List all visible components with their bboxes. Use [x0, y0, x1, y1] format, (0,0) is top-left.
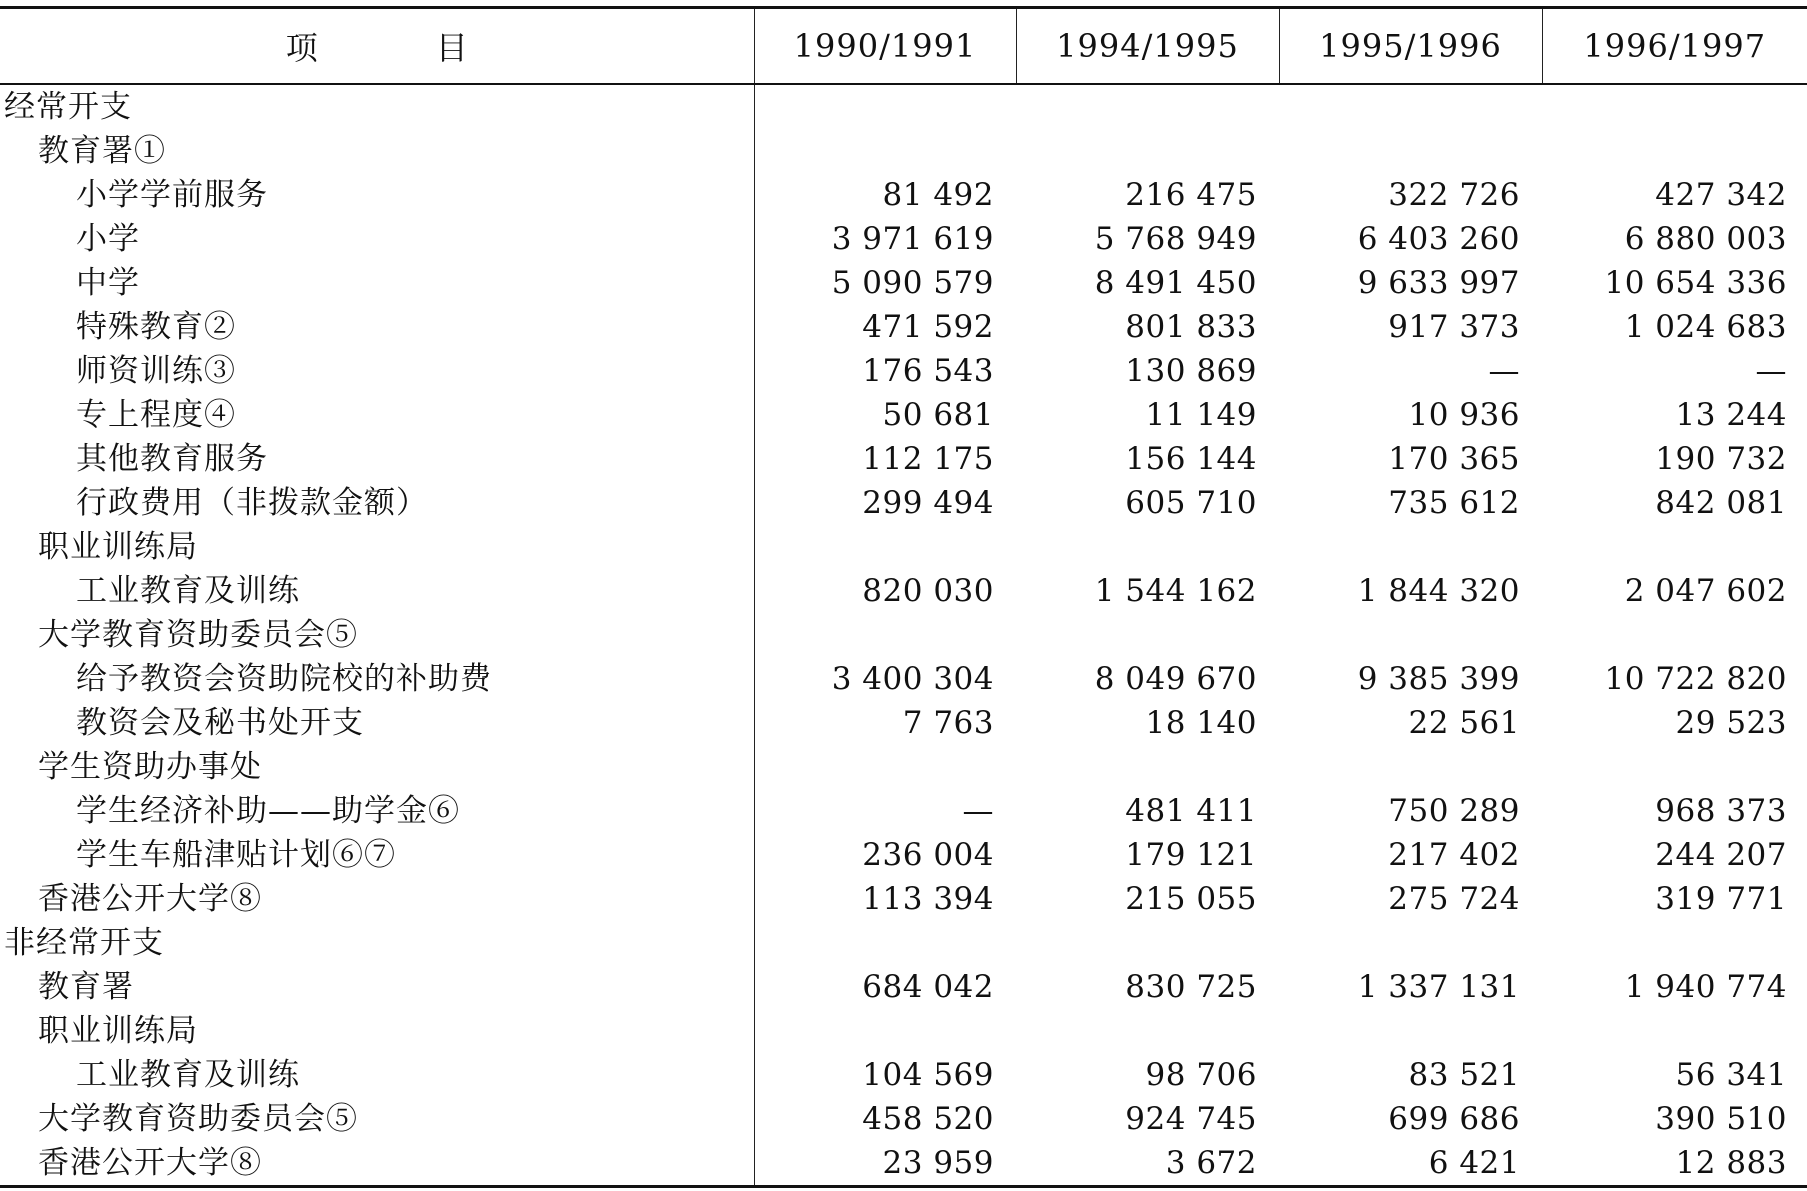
cell-value: 820 030	[862, 572, 994, 609]
cell-value: 471 592	[862, 308, 994, 345]
row-label: 职业训练局	[0, 1009, 754, 1053]
cell-value: —	[962, 792, 994, 829]
cell-value: 842 081	[1655, 484, 1787, 521]
cell-value: 7 763	[902, 704, 994, 741]
table-row	[0, 261, 1807, 305]
table-row	[0, 84, 1807, 129]
table-row	[0, 217, 1807, 261]
cell-value: 217 402	[1388, 836, 1520, 873]
cell-value: 322 726	[1388, 176, 1520, 213]
cell-value	[1542, 525, 1807, 569]
cell-value	[754, 1009, 1016, 1053]
cell-value	[754, 525, 1016, 569]
cell-value: 1 337 131	[1357, 968, 1520, 1005]
table-row	[0, 349, 1807, 393]
row-label: 教育署	[0, 965, 754, 1009]
header-row	[0, 8, 1807, 84]
table-row	[0, 525, 1807, 569]
header-year-1995-1996: 1995/1996	[1279, 8, 1542, 84]
cell-value: 699 686	[1388, 1100, 1520, 1137]
table-row	[0, 437, 1807, 481]
row-label: 特殊教育②	[0, 305, 754, 349]
cell-value: 5 768 949	[1094, 220, 1257, 257]
table-row	[0, 393, 1807, 437]
header-item-char-2: 目	[435, 28, 468, 67]
cell-value: 830 725	[1125, 968, 1257, 1005]
table-row	[0, 613, 1807, 657]
row-label: 非经常开支	[0, 921, 754, 965]
table-row	[0, 1141, 1807, 1187]
cell-value: 427 342	[1655, 176, 1787, 213]
cell-value: 968 373	[1655, 792, 1787, 829]
cell-value: 10 722 820	[1604, 660, 1787, 697]
header-year-1994-1995: 1994/1995	[1016, 8, 1279, 84]
row-label: 职业训练局	[0, 525, 754, 569]
cell-value: 113 394	[862, 880, 994, 917]
cell-value: 10 936	[1408, 396, 1520, 433]
cell-value: —	[1755, 352, 1787, 389]
cell-value	[1279, 613, 1542, 657]
cell-value: 390 510	[1655, 1100, 1787, 1137]
row-label: 其他教育服务	[0, 437, 754, 481]
cell-value	[1016, 745, 1279, 789]
cell-value	[1542, 921, 1807, 965]
table-row	[0, 657, 1807, 701]
row-label: 学生车船津贴计划⑥⑦	[0, 833, 754, 877]
cell-value: 801 833	[1125, 308, 1257, 345]
row-label: 工业教育及训练	[0, 1053, 754, 1097]
row-label: 香港公开大学⑧	[0, 877, 754, 921]
cell-value: 1 844 320	[1357, 572, 1520, 609]
cell-value: 8 049 670	[1094, 660, 1257, 697]
table-row	[0, 877, 1807, 921]
cell-value: —	[1488, 352, 1520, 389]
cell-value: 244 207	[1655, 836, 1787, 873]
cell-value: 215 055	[1125, 880, 1257, 917]
cell-value	[754, 613, 1016, 657]
row-label: 教育署①	[0, 129, 754, 173]
cell-value: 8 491 450	[1094, 264, 1257, 301]
table-row	[0, 1009, 1807, 1053]
cell-value	[1542, 745, 1807, 789]
cell-value: 1 544 162	[1094, 572, 1257, 609]
cell-value	[1279, 129, 1542, 173]
row-label: 小学学前服务	[0, 173, 754, 217]
row-label: 学生资助办事处	[0, 745, 754, 789]
row-label: 学生经济补助——助学金⑥	[0, 789, 754, 833]
cell-value	[1279, 84, 1542, 129]
cell-value	[1279, 745, 1542, 789]
cell-value: 9 385 399	[1357, 660, 1520, 697]
cell-value: 1 940 774	[1624, 968, 1787, 1005]
cell-value	[1016, 921, 1279, 965]
cell-value: 236 004	[862, 836, 994, 873]
cell-value: 22 561	[1408, 704, 1520, 741]
cell-value: 83 521	[1408, 1056, 1520, 1093]
cell-value	[1016, 613, 1279, 657]
cell-value: 10 654 336	[1604, 264, 1787, 301]
row-label: 教资会及秘书处开支	[0, 701, 754, 745]
cell-value	[1016, 525, 1279, 569]
cell-value: 6 421	[1279, 1141, 1542, 1187]
cell-value: 23 959	[754, 1141, 1016, 1187]
row-label: 小学	[0, 217, 754, 261]
cell-value	[1542, 613, 1807, 657]
table-row	[0, 701, 1807, 745]
cell-value: 12 883	[1542, 1141, 1807, 1187]
table-row	[0, 129, 1807, 173]
table-body	[0, 84, 1807, 1187]
table-row	[0, 481, 1807, 525]
cell-value: 170 365	[1388, 440, 1520, 477]
cell-value: 299 494	[862, 484, 994, 521]
cell-value: 924 745	[1125, 1100, 1257, 1137]
table-row	[0, 745, 1807, 789]
header-item-char-1: 项	[285, 28, 318, 67]
cell-value: 130 869	[1125, 352, 1257, 389]
row-label: 大学教育资助委员会⑤	[0, 613, 754, 657]
table-row	[0, 1097, 1807, 1141]
cell-value	[1542, 1009, 1807, 1053]
cell-value: 6 880 003	[1624, 220, 1787, 257]
cell-value: 104 569	[862, 1056, 994, 1093]
cell-value: 29 523	[1675, 704, 1787, 741]
row-label: 经常开支	[0, 84, 754, 129]
cell-value: 735 612	[1388, 484, 1520, 521]
cell-value	[754, 84, 1016, 129]
cell-value	[1016, 84, 1279, 129]
cell-value: 18 140	[1145, 704, 1257, 741]
header-year-1996-1997: 1996/1997	[1542, 8, 1807, 84]
cell-value	[754, 921, 1016, 965]
header-year-1990-1991: 1990/1991	[754, 8, 1016, 84]
cell-value: 319 771	[1655, 880, 1787, 917]
row-label: 师资训练③	[0, 349, 754, 393]
cell-value: 9 633 997	[1357, 264, 1520, 301]
header-item	[0, 8, 754, 84]
row-label: 中学	[0, 261, 754, 305]
table-row	[0, 569, 1807, 613]
cell-value	[754, 745, 1016, 789]
table-row	[0, 305, 1807, 349]
cell-value: 11 149	[1145, 396, 1257, 433]
cell-value: 750 289	[1388, 792, 1520, 829]
row-label: 给予教资会资助院校的补助费	[0, 657, 754, 701]
cell-value: 156 144	[1125, 440, 1257, 477]
cell-value	[1542, 129, 1807, 173]
row-label: 专上程度④	[0, 393, 754, 437]
table-row	[0, 1053, 1807, 1097]
cell-value: 1 024 683	[1624, 308, 1787, 345]
cell-value	[1279, 1009, 1542, 1053]
row-label: 行政费用（非拨款金额）	[0, 481, 754, 525]
cell-value: 3 400 304	[831, 660, 994, 697]
cell-value: 481 411	[1125, 792, 1257, 829]
cell-value: 98 706	[1145, 1056, 1257, 1093]
row-label: 香港公开大学⑧	[0, 1141, 754, 1187]
cell-value: 2 047 602	[1624, 572, 1787, 609]
cell-value	[1279, 525, 1542, 569]
cell-value: 458 520	[862, 1100, 994, 1137]
cell-value: 605 710	[1125, 484, 1257, 521]
cell-value: 684 042	[862, 968, 994, 1005]
cell-value: 3 971 619	[831, 220, 994, 257]
expenditure-table	[0, 6, 1807, 1188]
cell-value: 190 732	[1655, 440, 1787, 477]
cell-value: 176 543	[862, 352, 994, 389]
cell-value: 5 090 579	[831, 264, 994, 301]
cell-value: 3 672	[1016, 1141, 1279, 1187]
cell-value: 179 121	[1125, 836, 1257, 873]
cell-value: 50 681	[882, 396, 994, 433]
cell-value: 6 403 260	[1357, 220, 1520, 257]
cell-value	[754, 129, 1016, 173]
row-label: 工业教育及训练	[0, 569, 754, 613]
cell-value: 56 341	[1675, 1056, 1787, 1093]
cell-value	[1016, 1009, 1279, 1053]
cell-value: 13 244	[1675, 396, 1787, 433]
cell-value: 81 492	[882, 176, 994, 213]
cell-value: 112 175	[862, 440, 994, 477]
cell-value	[1016, 129, 1279, 173]
cell-value: 216 475	[1125, 176, 1257, 213]
table-row	[0, 921, 1807, 965]
table-row	[0, 789, 1807, 833]
table-row	[0, 173, 1807, 217]
cell-value	[1279, 921, 1542, 965]
row-label: 大学教育资助委员会⑤	[0, 1097, 754, 1141]
cell-value	[1542, 84, 1807, 129]
table-row	[0, 965, 1807, 1009]
table-row	[0, 833, 1807, 877]
cell-value: 917 373	[1388, 308, 1520, 345]
cell-value: 275 724	[1388, 880, 1520, 917]
